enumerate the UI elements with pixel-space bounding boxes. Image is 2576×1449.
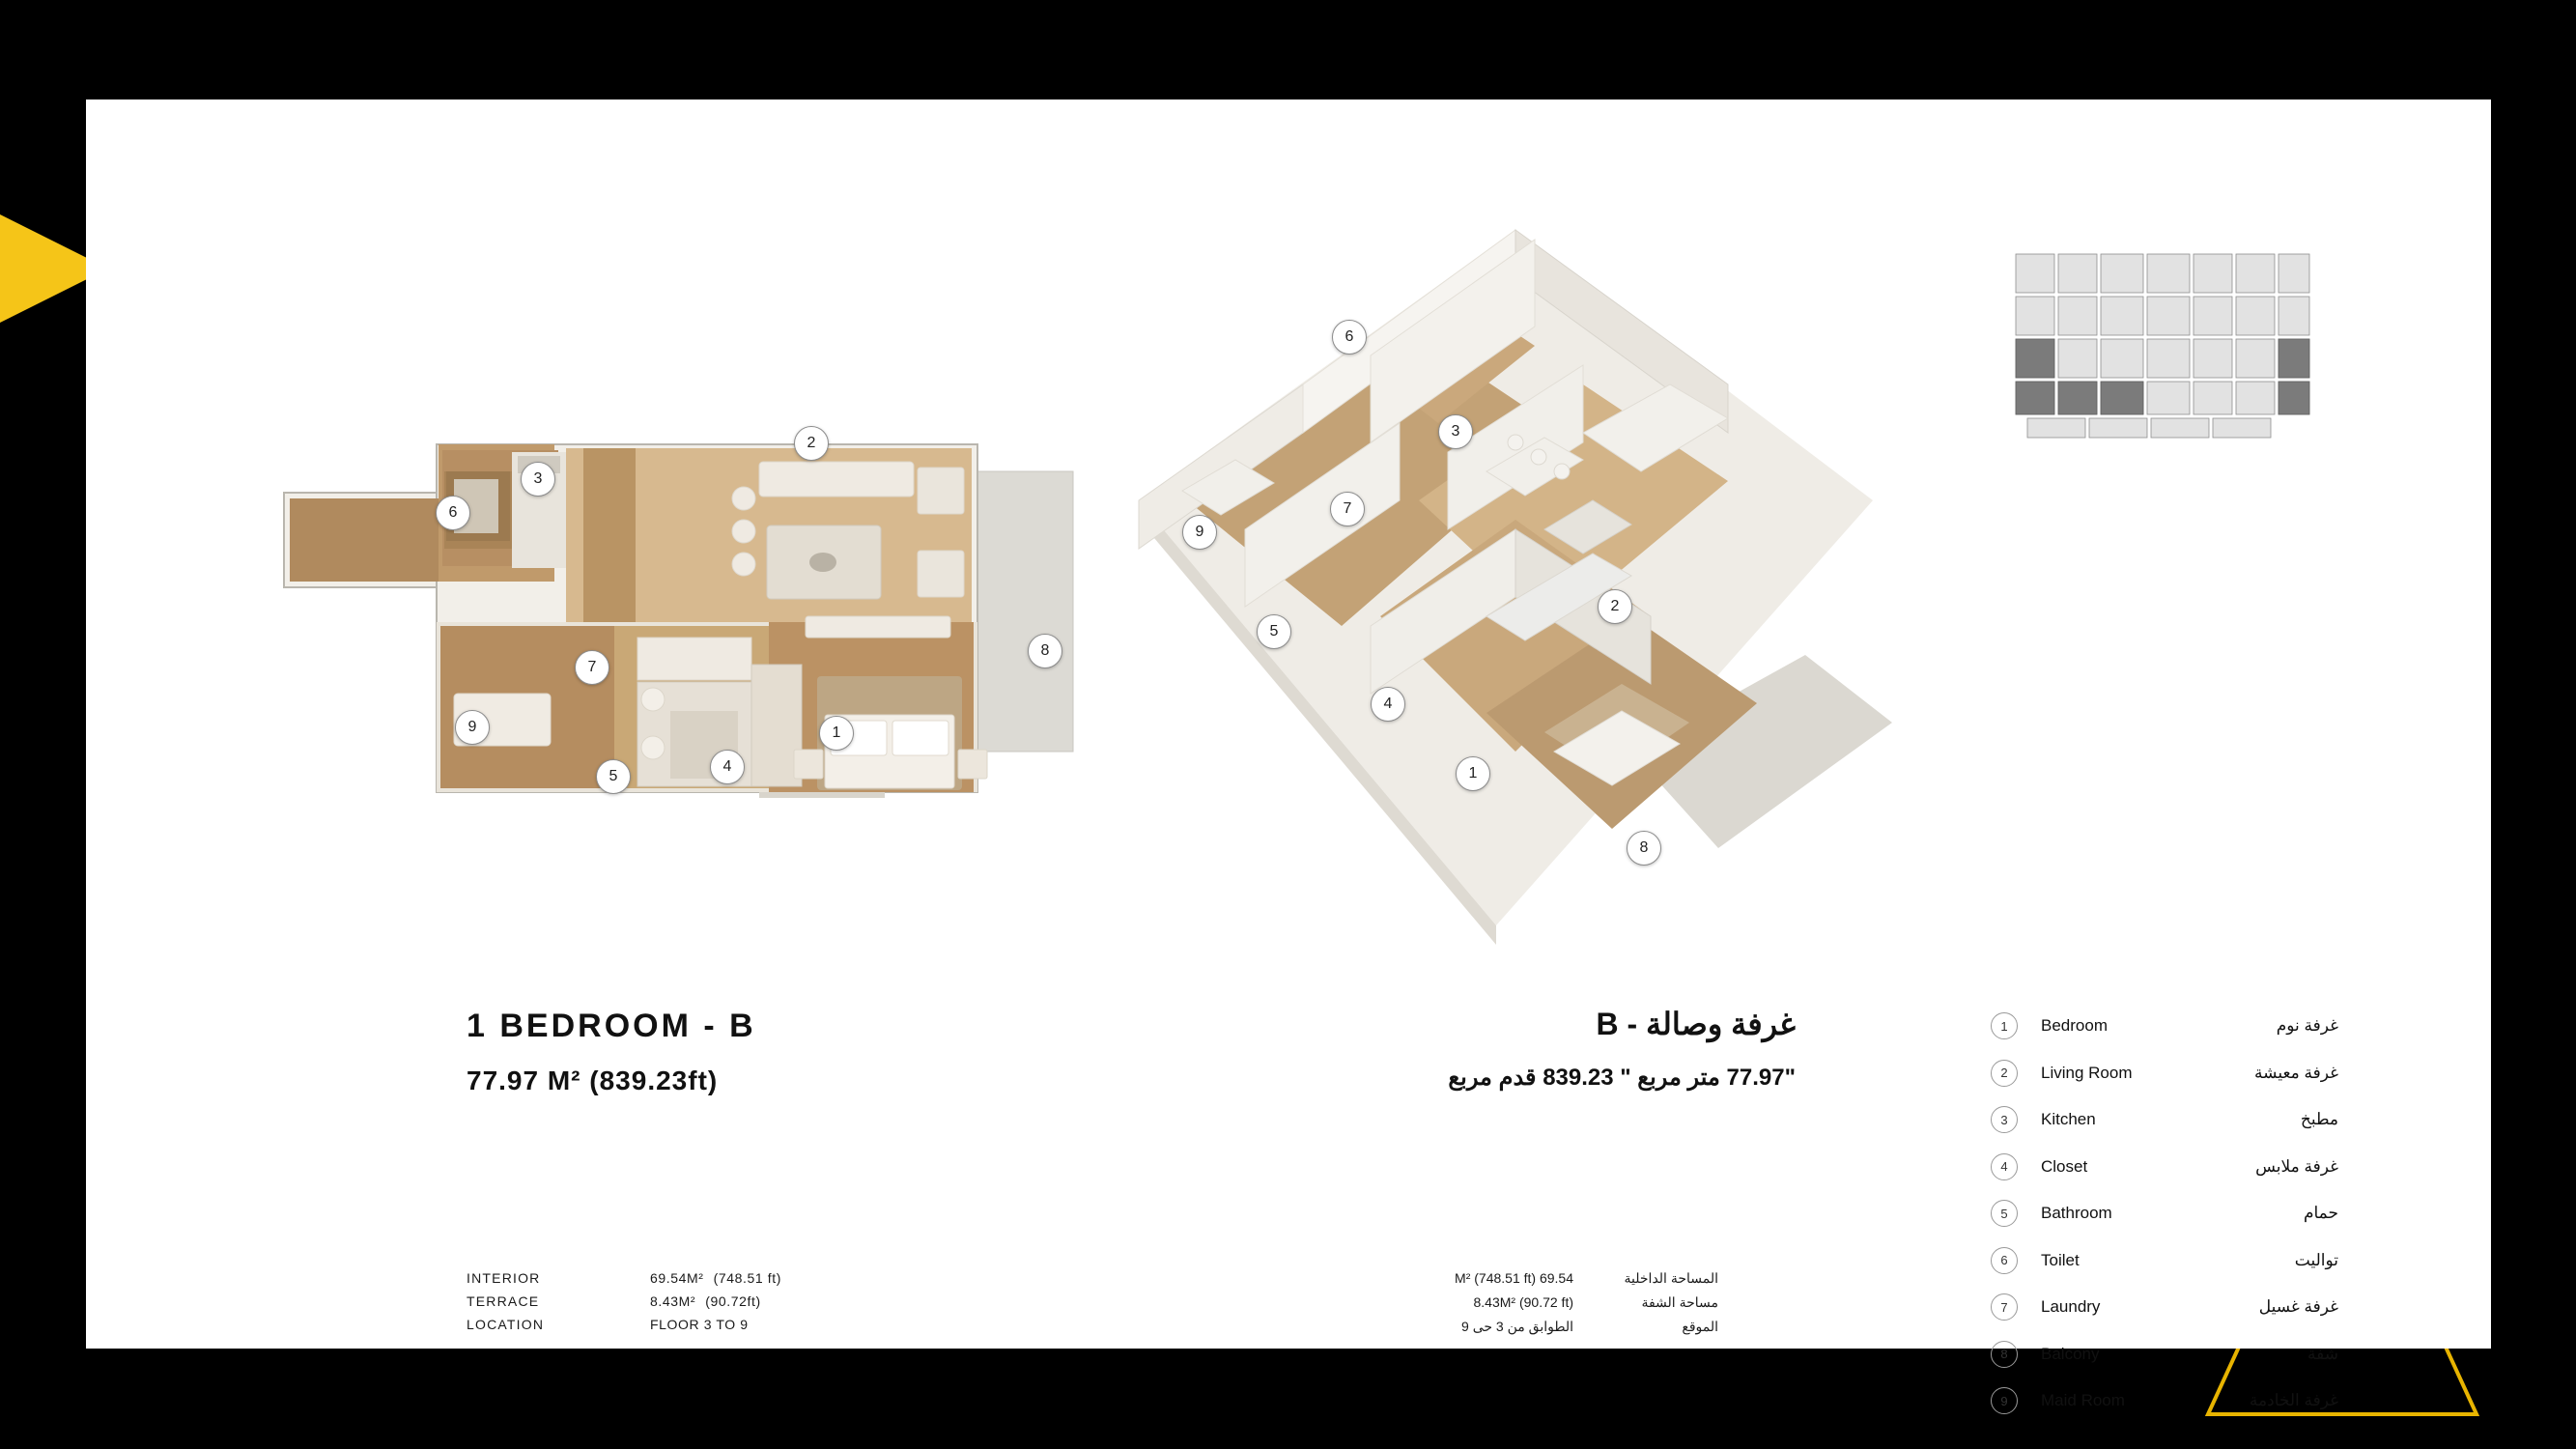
floor-plan-2d bbox=[265, 278, 1115, 906]
specs-label-location-ar: الموقع bbox=[1682, 1319, 1718, 1334]
plan2d-marker-1: 1 bbox=[819, 716, 854, 751]
legend-label-ar-8: شفة bbox=[2307, 1344, 2338, 1363]
legend-item-toilet bbox=[1991, 1237, 2338, 1285]
legend-item-kitchen bbox=[1991, 1096, 2338, 1144]
legend-number-6: 6 bbox=[1991, 1247, 2018, 1274]
building-key-plan bbox=[2008, 242, 2317, 455]
specs-row-interior-ar bbox=[1351, 1266, 1718, 1291]
legend-label-ar-7: غرفة غسيل bbox=[2258, 1297, 2338, 1317]
legend-label-en-5: Bathroom bbox=[2041, 1204, 2112, 1223]
plan3d-marker-8: 8 bbox=[1627, 831, 1661, 866]
legend-label-ar-9: غرفة الخادمة bbox=[2249, 1391, 2338, 1410]
specs-table-ar bbox=[1351, 1266, 1718, 1339]
page-title-ar: غرفة وصالة - B bbox=[1596, 1007, 1796, 1041]
legend-number-3: 3 bbox=[1991, 1106, 2018, 1133]
legend-item-laundry bbox=[1991, 1284, 2338, 1331]
specs-table-en bbox=[467, 1266, 781, 1336]
room-legend bbox=[1991, 1003, 2338, 1425]
legend-item-bathroom bbox=[1991, 1190, 2338, 1237]
specs-value-terrace-en bbox=[650, 1290, 781, 1313]
legend-number-2: 2 bbox=[1991, 1060, 2018, 1087]
specs-row-terrace-ar bbox=[1351, 1291, 1718, 1315]
legend-label-ar-3: مطبخ bbox=[2300, 1110, 2338, 1129]
plan2d-marker-2: 2 bbox=[794, 426, 829, 461]
legend-number-1: 1 bbox=[1991, 1012, 2018, 1039]
legend-label-en-7: Laundry bbox=[2041, 1297, 2101, 1317]
specs-value-location-ar: الطوابق من 3 حى 9 bbox=[1461, 1319, 1573, 1334]
specs-value-interior-en-paren: (748.51 ft) bbox=[713, 1270, 781, 1286]
legend-item-closet bbox=[1991, 1144, 2338, 1191]
plan3d-marker-3: 3 bbox=[1438, 414, 1473, 449]
specs-label-terrace-en: TERRACE bbox=[467, 1293, 540, 1309]
legend-label-en-3: Kitchen bbox=[2041, 1110, 2096, 1129]
legend-item-balcony bbox=[1991, 1331, 2338, 1378]
legend-item-living-room bbox=[1991, 1050, 2338, 1097]
plan3d-marker-4: 4 bbox=[1371, 687, 1405, 722]
specs-row-terrace-en bbox=[467, 1290, 781, 1313]
specs-row-interior-en bbox=[467, 1266, 781, 1290]
specs-value-interior-en bbox=[650, 1266, 781, 1290]
plan2d-marker-4: 4 bbox=[710, 750, 745, 784]
legend-label-ar-6: تواليت bbox=[2294, 1250, 2338, 1269]
specs-value-interior-ar: 69.54 M² (748.51 ft) bbox=[1455, 1270, 1573, 1286]
page-area-ar: "77.97 متر مربع " 839.23 قدم مربع bbox=[1448, 1065, 1796, 1091]
specs-label-interior-en: INTERIOR bbox=[467, 1270, 541, 1286]
page-area-en: 77.97 M² (839.23ft) bbox=[467, 1065, 719, 1095]
plan3d-marker-5: 5 bbox=[1257, 614, 1291, 649]
legend-label-en-8: Balcony bbox=[2041, 1344, 2100, 1363]
plan3d-marker-6: 6 bbox=[1332, 320, 1367, 355]
specs-label-location-en: LOCATION bbox=[467, 1317, 545, 1332]
legend-number-5: 5 bbox=[1991, 1200, 2018, 1227]
plan2d-marker-5: 5 bbox=[596, 759, 631, 794]
page-title-en: 1 BEDROOM - B bbox=[467, 1008, 756, 1044]
plan2d-marker-8: 8 bbox=[1028, 634, 1062, 668]
legend-number-4: 4 bbox=[1991, 1153, 2018, 1180]
plan2d-marker-7: 7 bbox=[575, 650, 609, 685]
specs-value-location-en: FLOOR 3 TO 9 bbox=[650, 1317, 749, 1332]
specs-value-terrace-en-paren: (90.72ft) bbox=[705, 1293, 761, 1309]
legend-label-ar-4: غرفة ملابس bbox=[2255, 1156, 2338, 1176]
legend-label-en-6: Toilet bbox=[2041, 1250, 2080, 1269]
floor-plan-sheet bbox=[86, 99, 2491, 1410]
specs-value-terrace-en-main: 8.43M² bbox=[650, 1293, 696, 1309]
legend-number-9: 9 bbox=[1991, 1387, 2018, 1414]
plan3d-marker-1: 1 bbox=[1456, 756, 1490, 791]
specs-row-location-en bbox=[467, 1313, 781, 1336]
plan2d-marker-3: 3 bbox=[521, 462, 555, 497]
specs-label-terrace-ar: مساحة الشفة bbox=[1641, 1294, 1718, 1310]
legend-label-en-4: Closet bbox=[2041, 1156, 2088, 1176]
legend-label-en-9: Maid Room bbox=[2041, 1391, 2125, 1410]
plan2d-marker-6: 6 bbox=[436, 496, 470, 530]
specs-row-location-ar bbox=[1351, 1315, 1718, 1339]
legend-number-7: 7 bbox=[1991, 1293, 2018, 1321]
legend-label-ar-5: حمام bbox=[2303, 1204, 2338, 1223]
legend-label-ar-2: غرفة معيشة bbox=[2254, 1063, 2338, 1082]
legend-label-en-1: Bedroom bbox=[2041, 1016, 2108, 1036]
specs-value-interior-en-main: 69.54M² bbox=[650, 1270, 704, 1286]
specs-value-terrace-ar: 8.43M² (90.72 ft) bbox=[1473, 1294, 1573, 1310]
legend-item-maid-room bbox=[1991, 1378, 2338, 1425]
floor-plan-3d bbox=[1129, 211, 1931, 983]
legend-number-8: 8 bbox=[1991, 1341, 2018, 1368]
legend-item-bedroom bbox=[1991, 1003, 2338, 1050]
legend-label-en-2: Living Room bbox=[2041, 1063, 2133, 1082]
plan3d-marker-2: 2 bbox=[1598, 589, 1632, 624]
plan3d-marker-9: 9 bbox=[1182, 515, 1217, 550]
specs-label-interior-ar: المساحة الداخلية bbox=[1624, 1270, 1718, 1286]
legend-label-ar-1: غرفة نوم bbox=[2276, 1016, 2338, 1036]
plan2d-marker-9: 9 bbox=[455, 710, 490, 745]
plan3d-marker-7: 7 bbox=[1330, 492, 1365, 526]
